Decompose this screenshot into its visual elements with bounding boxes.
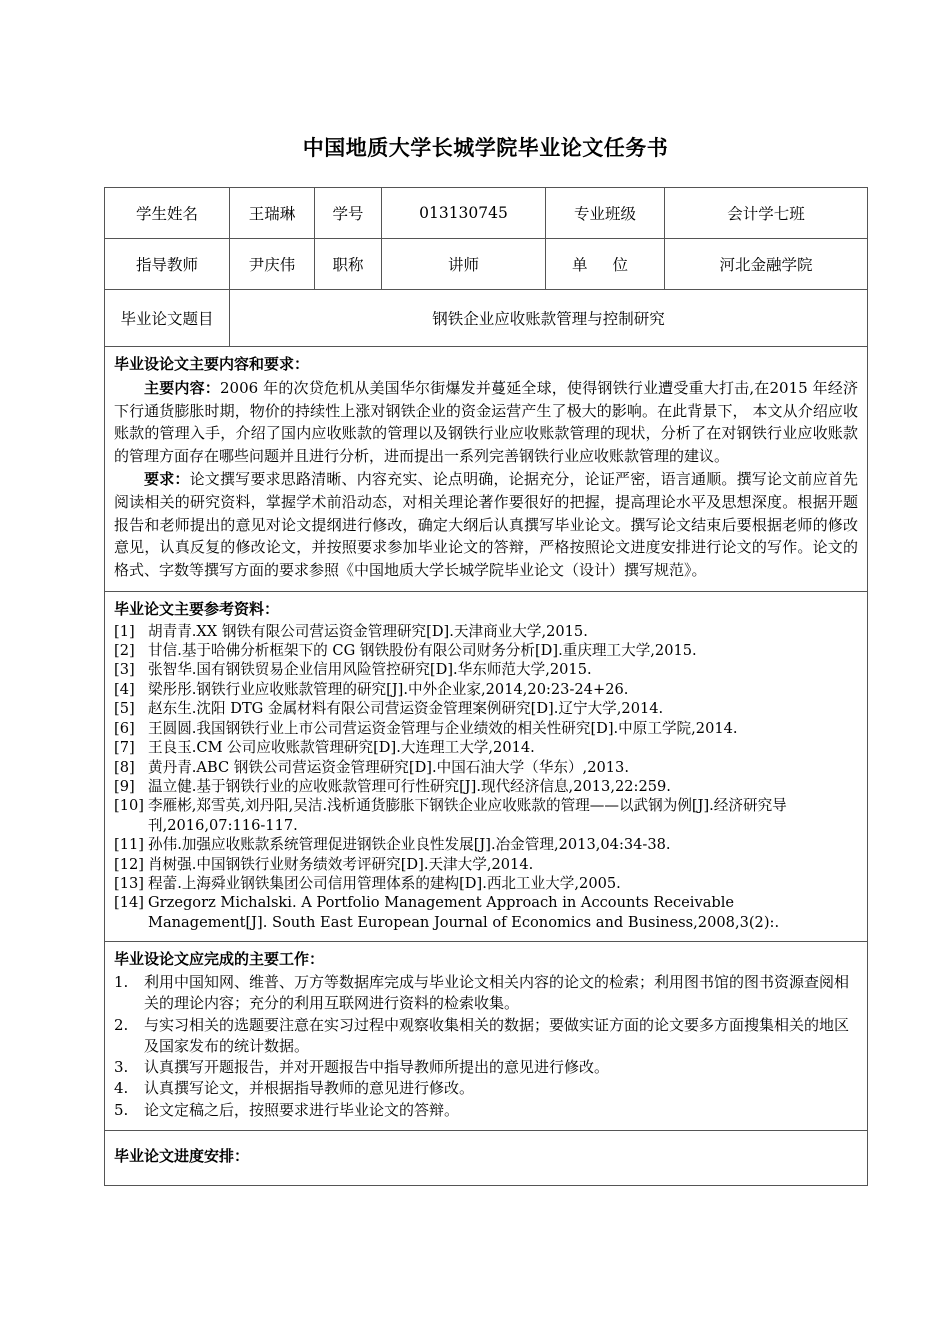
- work-item-text: 利用中国知网、维普、万方等数据库完成与毕业论文相关内容的论文的检索；利用图书馆的图书资源查阅相关的理论内容；充分的利用互联网进行资料的检索收集。: [144, 972, 850, 1013]
- academic-title-value: 讲师: [382, 239, 546, 290]
- references-section-heading: 毕业论文主要参考资料：: [114, 599, 280, 618]
- table-row-advisor: [105, 239, 868, 290]
- student-name-value: 王瑞琳: [230, 188, 315, 239]
- reference-list: [114, 622, 858, 933]
- reference-text: Grzegorz Michalski. A Portfolio Management Approach in Accounts Receivable Management[J]. South East European Journal of Economics and Business,2008,3(2):.: [148, 894, 780, 931]
- reference-text: 程蕾.上海舜业钢铁集团公司信用管理体系的建构[D].西北工业大学,2005.: [148, 874, 621, 892]
- requirements-text: 论文撰写要求思路清晰、内容充实、论点明确，论据充分，论证严密，语言通顺。撰写论文前应首先阅读相关的研究资料，掌握学术前沿动态，对相关理论著作要很好的把握，提高理论水平及思想深度。根据开题报告和老师提出的意见对论文提纲进行修改，确定大纲后认真撰写毕业论文。撰写论文结束后要根据老师的修改意见，认真反复的修改论文，并按照要求参加毕业论文的答辩，严格按照论文进度安排进行论文的写作。论文的格式、字数等撰写方面的要求参照《中国地质大学长城学院毕业论文（设计）撰写规范》。: [114, 469, 858, 580]
- reference-number: [9]: [114, 777, 135, 795]
- thesis-topic-value: 钢铁企业应收账款管理与控制研究: [230, 290, 868, 347]
- work-item-number: 3.: [114, 1058, 129, 1077]
- list-item: [114, 777, 858, 796]
- main-content-paragraph: [114, 377, 858, 468]
- list-item: [114, 719, 858, 738]
- list-item: [114, 1057, 858, 1078]
- reference-text: 王良玉.CM 公司应收账款管理研究[D].大连理工大学,2014.: [148, 739, 535, 757]
- reference-text: 王圆圆.我国钢铁行业上市公司营运资金管理与企业绩效的相关性研究[D].中原工学院,2014.: [148, 719, 738, 737]
- list-item: [114, 1100, 858, 1121]
- work-item-number: 4.: [114, 1079, 129, 1098]
- work-item-text: 认真撰写开题报告，并对开题报告中指导教师所提出的意见进行修改。: [144, 1058, 610, 1077]
- reference-number: [7]: [114, 739, 135, 757]
- work-item-text: 与实习相关的选题要注意在实习过程中观察收集相关的数据；要做实证方面的论文要多方面搜集相关的地区及国家发布的统计数据。: [144, 1015, 850, 1055]
- work-item-text: 论文定稿之后，按照要求进行毕业论文的答辩。: [144, 1100, 460, 1119]
- table-row-student: [105, 188, 868, 239]
- reference-text: 温立健.基于钢铁行业的应收账款管理可行性研究[J].现代经济信息,2013,22:259.: [148, 777, 671, 795]
- reference-text: 胡青青.XX 钢铁有限公司营运资金管理研究[D].天津商业大学,2015.: [148, 622, 588, 640]
- advisor-value: 尹庆伟: [230, 239, 315, 290]
- table-row-content: [105, 347, 868, 592]
- list-item: [114, 641, 858, 660]
- list-item: [114, 1078, 858, 1099]
- reference-number: [10]: [114, 797, 144, 815]
- main-content-lead: 主要内容：: [144, 378, 220, 397]
- student-id-value: 013130745: [382, 188, 546, 239]
- work-list: [114, 972, 858, 1121]
- reference-number: [5]: [114, 700, 135, 718]
- schedule-section-heading: 毕业论文进度安排：: [114, 1146, 250, 1165]
- main-content-text: 2006 年的次贷危机从美国华尔街爆发并蔓延全球，使得钢铁行业遭受重大打击,在2015 年经济下行通货膨胀时期，物价的持续性上涨对钢铁企业的资金运营产生了极大的影响。在此背景下， 本文从介绍应收账款的管理入手，介绍了国内应收账款的管理以及钢铁行业应收账款管理的现状，分析了在对钢铁行业应收账款的管理方面存在哪些问题并且进行分析，进而提出一系列完善钢铁行业应收账款管理的建议。: [114, 378, 858, 466]
- list-item: [114, 680, 858, 699]
- reference-number: [13]: [114, 874, 144, 892]
- requirements-lead: 要求：: [144, 469, 190, 488]
- list-item: [114, 855, 858, 874]
- table-row-schedule: [105, 1131, 868, 1186]
- work-item-number: 1.: [114, 972, 129, 991]
- list-item: [114, 660, 858, 679]
- table-row-work: [105, 942, 868, 1131]
- unit-value: 河北金融学院: [665, 239, 868, 290]
- list-item: [114, 622, 858, 641]
- work-section-heading: 毕业设论文应完成的主要工作：: [114, 950, 325, 969]
- work-section-cell: [105, 942, 868, 1131]
- list-item: [114, 796, 858, 835]
- content-section-heading: 毕业设论文主要内容和要求：: [114, 355, 310, 373]
- table-row-topic: [105, 290, 868, 347]
- references-section-cell: [105, 591, 868, 941]
- reference-text: 张智华.国有钢铁贸易企业信用风险管控研究[D].华东师范大学,2015.: [148, 661, 592, 679]
- reference-number: [12]: [114, 855, 144, 873]
- reference-text: 李雁彬,郑雪英,刘丹阳,吴洁.浅析通货膨胀下钢铁企业应收账款的管理——以武钢为例[J].经济研究导刊,2016,07:116-117.: [148, 797, 787, 834]
- reference-number: [1]: [114, 622, 135, 640]
- reference-text: 梁彤彤.钢铁行业应收账款管理的研究[J].中外企业家,2014,20:23-24+26.: [148, 680, 629, 698]
- table-row-references: [105, 591, 868, 941]
- work-item-number: 2.: [114, 1015, 129, 1034]
- schedule-section-cell: [105, 1131, 868, 1186]
- work-item-text: 认真撰写论文，并根据指导教师的意见进行修改。: [144, 1079, 475, 1098]
- reference-text: 肖树强.中国钢铁行业财务绩效考评研究[D].天津大学,2014.: [148, 855, 534, 873]
- list-item: [114, 699, 858, 718]
- class-value: 会计学七班: [665, 188, 868, 239]
- reference-number: [11]: [114, 836, 144, 854]
- task-book-table: [104, 187, 868, 1186]
- list-item: [114, 893, 858, 932]
- requirements-paragraph: [114, 468, 858, 582]
- thesis-topic-label: 毕业论文题目: [105, 290, 230, 347]
- student-id-label: 学号: [315, 188, 382, 239]
- unit-label: 单 位: [546, 239, 665, 290]
- reference-number: [4]: [114, 680, 135, 698]
- work-item-number: 5.: [114, 1100, 129, 1119]
- list-item: [114, 738, 858, 757]
- list-item: [114, 1015, 858, 1058]
- reference-number: [3]: [114, 661, 135, 679]
- list-item: [114, 972, 858, 1015]
- list-item: [114, 874, 858, 893]
- student-name-label: 学生姓名: [105, 188, 230, 239]
- page-title: 中国地质大学长城学院毕业论文任务书: [302, 136, 669, 160]
- advisor-label: 指导教师: [105, 239, 230, 290]
- reference-number: [14]: [114, 894, 144, 912]
- content-section-cell: [105, 347, 868, 592]
- reference-text: 赵东生.沈阳 DTG 金属材料有限公司营运资金管理案例研究[D].辽宁大学,2014.: [148, 700, 664, 718]
- reference-text: 孙伟.加强应收账款系统管理促进钢铁企业良性发展[J].冶金管理,2013,04:34-38.: [148, 836, 671, 854]
- list-item: [114, 758, 858, 777]
- class-label: 专业班级: [546, 188, 665, 239]
- reference-number: [8]: [114, 758, 135, 776]
- reference-number: [6]: [114, 719, 135, 737]
- list-item: [114, 835, 858, 854]
- reference-text: 黄丹青.ABC 钢铁公司营运资金管理研究[D].中国石油大学（华东）,2013.: [148, 758, 629, 776]
- academic-title-label: 职称: [315, 239, 382, 290]
- reference-number: [2]: [114, 642, 135, 660]
- reference-text: 甘信.基于哈佛分析框架下的 CG 钢铁股份有限公司财务分析[D].重庆理工大学,2015.: [148, 642, 697, 660]
